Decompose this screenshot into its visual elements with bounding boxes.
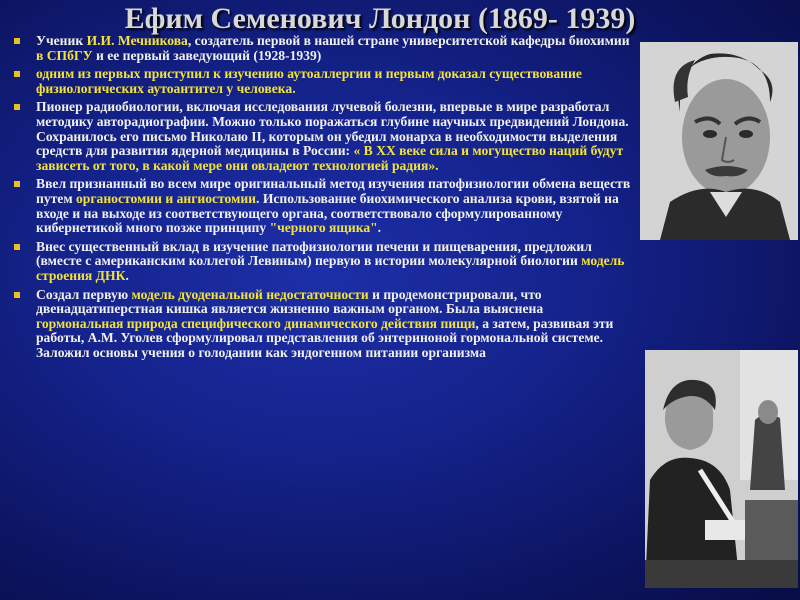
text-segment: . Использование биохимического анализа крови, взятой на входе и на выходе из соответствующего органа, соответствовало сформулированному кибернетикой много позже принципу — [36, 190, 619, 236]
highlighted-text: модель строения ДНК — [36, 253, 625, 283]
bullet-item — [10, 34, 632, 63]
bullet-square-icon — [14, 38, 20, 44]
text-segment: , а затем, развивая эти работы, А.М. Уголев сформулировал представления об энтериноной гормональной системе. Заложил основы учения о голодании как эндогенном питании организма — [36, 315, 614, 360]
bullet-square-icon — [14, 71, 20, 77]
highlighted-text: одним из первых приступил к изучению аутоаллергии и первым доказал существование физиологических аутоантител у человека. — [36, 66, 582, 96]
text-segment: . — [377, 220, 382, 236]
bullet-square-icon — [14, 292, 20, 298]
slide-title: Ефим Семенович Лондон (1869- 1939) — [124, 2, 636, 35]
highlighted-text: органостомии и ангиостомии — [76, 190, 257, 206]
highlighted-text: в СПбГУ — [36, 47, 93, 63]
text-segment: Пионер радиобиологии, включая исследования лучевой болезни, впервые в мире разработал методику авторадиографии. Можно только поражаться глубине научных предвидений Лондона. Сохранилось его письмо Николаю II, которым он убедил монарха в необходимости выделения средств для развития ядерной медицины в России: — [36, 99, 629, 159]
bullet-item — [10, 288, 632, 361]
portrait-illustration — [640, 42, 798, 240]
bullet-item — [10, 177, 632, 235]
bullet-square-icon — [14, 104, 20, 110]
highlighted-text: гормональная природа специфического динамического действия пищи — [36, 315, 476, 331]
highlighted-text: « В XX веке сила и могущество наций будут зависеть от того, в какой мере они овладеют технологией радия». — [36, 143, 624, 173]
lab-photo-illustration — [645, 350, 798, 588]
text-segment: Ученик — [36, 33, 87, 48]
bullet-square-icon — [14, 244, 20, 250]
text-segment: , создатель первой в нашей стране университетской кафедры биохимии — [187, 33, 630, 48]
highlighted-text: И.И. Мечникова — [86, 33, 188, 48]
text-segment: Создал первую — [36, 286, 132, 302]
lab-photo — [645, 350, 798, 588]
bullet-square-icon — [14, 181, 20, 187]
highlighted-text: "черного ящика" — [269, 220, 378, 236]
portrait-photo — [640, 42, 798, 240]
text-segment: и продемонстрировали, что двенадцатиперстная кишка является жизненно важным органом. Была выяснена — [36, 286, 544, 317]
bullet-item — [10, 240, 632, 284]
text-segment: Ввел признанный во всем мире оригинальный метод изучения патофизиологии обмена веществ путем — [36, 176, 631, 206]
text-segment: и ее первый заведующий (1928-1939) — [92, 47, 322, 63]
bullet-list — [10, 34, 632, 364]
text-segment: . — [125, 267, 129, 283]
bullet-item — [10, 67, 632, 96]
highlighted-text: модель дуоденальной недостаточности — [131, 286, 369, 302]
bullet-item — [10, 100, 632, 173]
text-segment: Внес существенный вклад в изучение патофизиологии печени и пищеварения, предложил (вместе с американским коллегой Левиным) первую в истории молекулярной биологии — [36, 238, 592, 269]
